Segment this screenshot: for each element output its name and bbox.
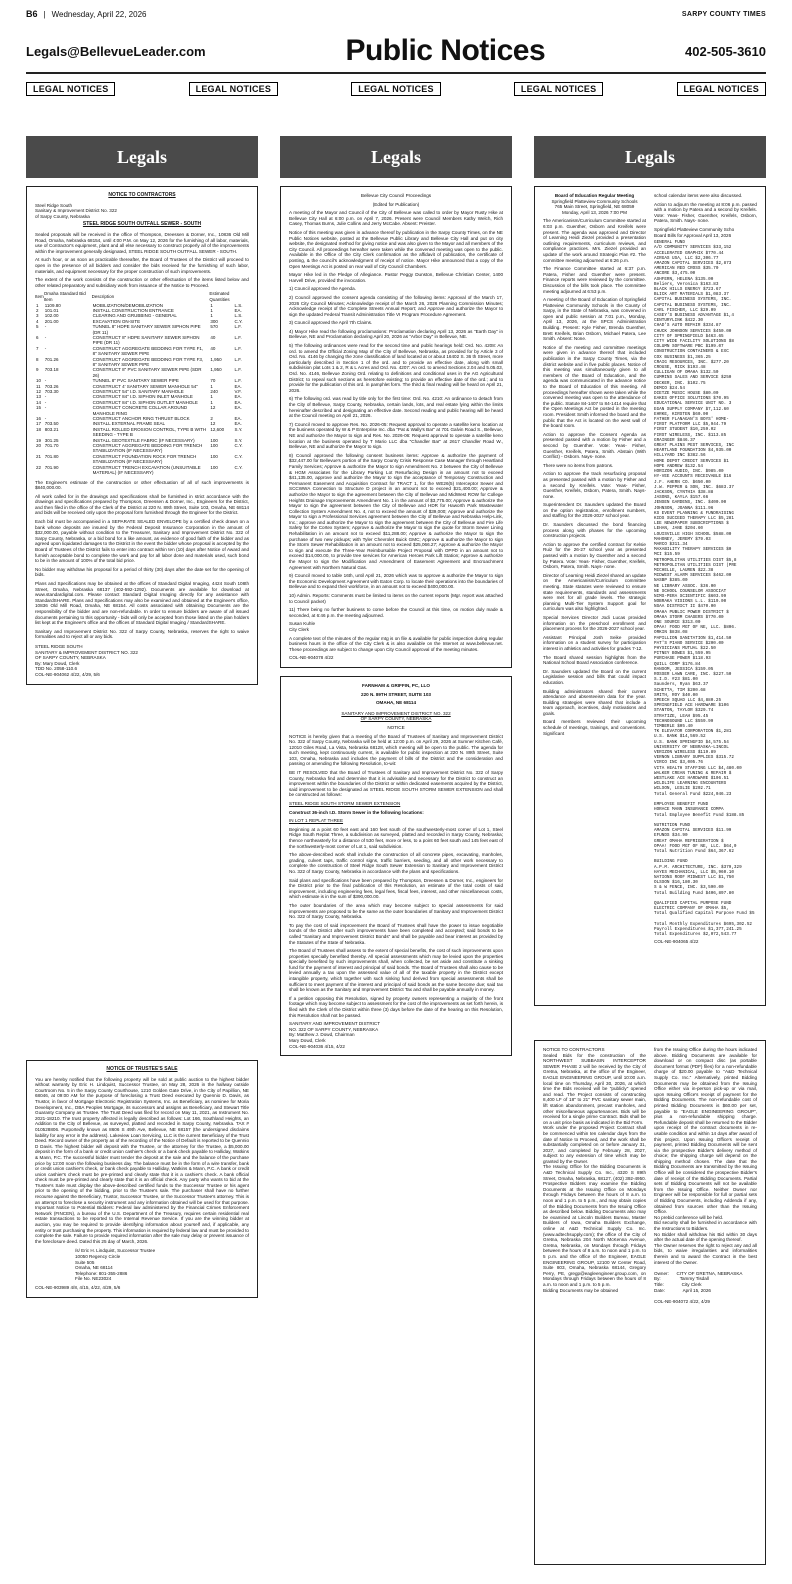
- council-item: 2) Council approved the consent agenda consisting of the following items: Approval of the March 17, 2026 City Council Minutes; Acknowledge receipt of the March 26, 2026 Planning Commission Minutes; Acknowledge receipt of the Complete Streets Annual Report; and Approve and authorize the Mayor to sign the updated Federal Transit Administration Title VI Program Procedure Agreement.: [289, 294, 503, 317]
- paragraph: Action to approve the Consent Agenda as presented passed with a motion by Fisher and a second by Guenther. Vote: Yeas- Fisher, Guenther, Kreifels, Patera, Smith. Abstain (With Conflict) - Osborn. Nays- none.: [543, 431, 646, 460]
- paragraph: Plans and Specifications may be obtained at the offices of Standard Digital Imaging, 4424 South 108th Street, Omaha, Nebraska 68137 (402-592-1292). Documents are available for download at www.standardigital.com. Please contact Standard Digital Imaging directly for any assistance with StandardSHARE. Plans and Specifications may also be examined and obtained at the Engineer's office, 10836 Old Mill Road, Omaha, NE 68154. All costs associated with obtaining Documents are the responsibility of the bidder and are non-refundable. In order to ensure bidders are aware of all issued documents pertaining to this opportunity - bids will only be accepted from those listed on the plan holders list kept at the Engineer's office and the offices of Standard Digital Imaging / StandardSHARE.: [35, 581, 249, 626]
- table-cell: 70: [210, 378, 216, 384]
- table-cell: -: [44, 394, 47, 400]
- table-cell: EA.: [234, 405, 242, 411]
- table-cell: 9: [36, 367, 39, 373]
- council-item: 1) Council approved the Agenda.: [289, 286, 356, 292]
- paragraph: Dr. Saunders updated the Board on the current Legislative session and bills that could impact education.: [543, 668, 646, 685]
- table-cell: S.Y.: [234, 426, 243, 432]
- paragraph: At such hour, or as soon as practicable thereafter, the Board of Trustees of the District will proceed to open in the presence of all bidders and consider the bids received for the furnishing of such labor, materials, and equipment necessary for the proper construction of such improvements.: [35, 257, 249, 274]
- table-row: [35, 324, 249, 335]
- table-cell: CONSTRUCT 84" I.D. SIPHON INLET MANHOLE: [92, 394, 193, 400]
- table-cell: C.Y.: [234, 443, 243, 449]
- table-cell: -: [44, 378, 47, 384]
- table-cell: 1109.80: [44, 302, 61, 308]
- claims-header: Springfield Platteview Community Scho: [654, 226, 735, 232]
- table-cell: CONSTRUCT ANCHOR RING THRUST BLOCK: [92, 416, 190, 422]
- table-row: [35, 335, 249, 346]
- table-cell: 21: [36, 453, 42, 459]
- table-cell: 22: [36, 464, 42, 470]
- legals-header: Legals: [26, 136, 258, 178]
- council-item: 4) Mayor Hike read the following proclamations: Proclamation declaring April 13, 2026 as "Earth Day" in Bellevue, NE and Proclamation declaring April 20, 2026 as "Arbor Day" in Bellevue, NE.: [289, 328, 503, 340]
- paragraph: Dr. Saunders discussed the bond financing process along with phases for the upcoming construction projects.: [543, 522, 646, 539]
- signature-line: Suite 505: [75, 1259, 95, 1265]
- table-cell: 16: [36, 416, 42, 422]
- paragraph: STEEL RIDGE SOUTH STORM SEWER EXTENSION: [289, 801, 401, 807]
- board-bills: [654, 193, 757, 945]
- paragraph: The Americanism/Curriculum Committee started at 6:03 p.m. Guenther, Osborn and Kreifels were present. The agenda was approved and Director of Learning Heidi Ziezel provided a presentation outlining requirements, curriculum reviews, and compliance practices. Mrs. Ziezel provided an update of the work around Strategic Plan #2. The committee meeting adjourned at 6:26 p.m.: [543, 218, 646, 263]
- banner-label: LEGAL NOTICES: [677, 82, 766, 96]
- table-cell: CONSTRUCT 8" HDPE SANITARY SEWER SIPHON PIPE (DR 11): [92, 334, 200, 346]
- table-cell: L.F.: [234, 356, 242, 362]
- paragraph: A meeting of the Board of Education of Springfield Platteview Community Schools in the County of Sarpy, in the State of Nebraska, was convened in open and public session at 7:01 p.m., Monday, April 13, 2026, at the SPCS Administration Building. Present: Kyle Fisher, Brenda Guenther, Brett Kreifels, Brian Osborn, Michael Patera, Lee Smith. Absent: None.: [543, 297, 646, 342]
- table-cell: EA.: [234, 399, 242, 405]
- notice-title: Bellevue City Council Proceedings: [360, 193, 432, 198]
- paragraph: The Finance Committee started at 6:37 p.m. Patera, Fisher and Guenther were present. Finance reports were reviewed by the committee. Discussion of the bills took place. The committee meeting adjourned at 6:53 p.m.: [543, 266, 646, 294]
- table-cell: 14: [36, 399, 42, 405]
- council-item: 8) Council approved the following consent business items: Approve & authorize the payment of $32,447.00 for Bellevue's portion of the Sarpy County Crisis Response Case Manager through Heartland Family Services; Approve & authorize the Mayor to sign Amendment No. 2 between the City of Bellevue & HGM Associates for the Library Parking Lot Resurfacing Design in an amount not to exceed $41,135.00, approve and authorize the Mayor to sign the acceptance of Temporary Construction and Permanent Easement and Acquisition Contract for TRACT 1, for the WE26(5) Interceptor Sewer and SCCWWA Connection to Structure D project in an amount not to exceed $21,400.00; Approve & authorize the Mayor to sign the agreement between the City of Bellevue and MidWest ROW for College Heights Drainage Improvements Amendment No. 1 in the amount of $3,775.00; Approve & authorize the Mayor to sign the agreement between the City of Bellevue and HDR for Haworth Park Wastewater Collection System Amendment No. 4, not to exceed the amount of $39,000; Approve and authorize the Mayor to sign a Professional Services agreement between the City of Bellevue and Nebraska Help-Link, Inc.; approve and authorize the Mayor to sign the agreement between the City of Bellevue and Fire Life Safety for the Cortex System; Approve & authorize the Mayor to sign the quote for Storm Sewer Lining Rehabilitation in an amount not to exceed $11,288.00; Approve & authorize the Mayor to sign the purchase of two new pickups; with Tyler Chevrolet Buick GMC; Approve & authorize the Mayor to sign the Storm Sewer Rehabilitation in an amount not to exceed $25,066.27; Approve & authorize the Mayor to sign and execute the Three-Year Reimbursable Project Proposal with OPPD in an amount not to exceed $14,000.00, to provide tree services for American Heroes Park Lift Station; Approve & authorize the Mayor to sign the Modification and Amendment of Easement Agreement and Encroachment Agreement with Northern Natural Gas.: [289, 452, 503, 570]
- notice-right-text: from the Issuing Office during the hours indicated above. Bidding Documents are available for download or on compact disc (as portable document format (PDF) files) for a non-refundable charge of $20.00 payable to "A&D Technical Supply Co. Inc." Alternatively, printed Bidding Documents may be obtained from the Issuing Office either via in-person pick-up or via mail, upon Issuing Office's receipt of payment for the Bidding Documents. The non-refundable cost of printed Bidding Documents is $60.00 per set, payable to "EAGLE ENGINEERING GROUP", plus a non-refundable shipping charge. Refundable deposit shall be returned to the Bidder upon receipt of the contract documents in re-usable condition and within 14 days after award of this project. Upon Issuing Office's receipt of payment, printed Bidding Documents will be sent via the prospective Bidder's delivery method of choice; the shipping charge will depend on the shipping method chosen. The date that the Bidding Documents are transmitted by the Issuing Office will be considered the prospective Bidder's date of receipt of the Bidding Documents. Partial sets of Bidding Documents will not be available from the Issuing Office. Neither Owner nor Engineer will be responsible for full or partial sets of Bidding Documents, including Addenda if any, obtained from sources other than the Issuing Office. No prebid conference will be held. Bid security shall be furnished in accordance with the Instructions to Bidders. No Bidder shall withdraw his Bid within 30 days after the actual date of the opening thereof. The Owner reserves the right to reject any and all bids, to waive irregularities and informalities therein and to award the Contract in the best interest of the Owner. Owner: CITY OF GRETNA, NEBRASKA By: Tammy Tisdall Title: City Clerk Date: April 15, 2026 COL-NE-904072 4/22, 4/29: [654, 1047, 757, 1304]
- table-cell: EA.: [234, 421, 242, 427]
- table-cell: -: [44, 345, 47, 351]
- table-cell: 8: [36, 356, 39, 362]
- paragraph: Mayor Hike led in the Pledge of Allegiance. Pastor Peggy Dunston, Bellevue Christian Center, 1400 Harvell Drive, provided the invocation.: [289, 272, 503, 283]
- table-cell: 40: [210, 345, 216, 351]
- signature-block: [75, 1248, 249, 1282]
- table-row: [35, 405, 249, 416]
- issue-date: Wednesday, April 22, 2026: [51, 9, 147, 19]
- banner-label: LEGAL NOTICES: [514, 82, 603, 96]
- paragraph: A complete text of the minutes of the regular mtg is on file & available for public inspection during regular business hours in the office of the City Clerk & is also available on the Internet at www.bellevue.net. These proceedings are subject to change upon City Council approval of the meeting minutes.: [289, 635, 503, 652]
- table-cell: L.F.: [234, 324, 242, 330]
- page-header: B6 | Wednesday, April 22, 2026 SARPY COUNTY TIMES: [26, 9, 766, 19]
- banner-label: LEGAL NOTICES: [351, 82, 440, 96]
- notice-line: Sanitary & Improvement District No. 322: [35, 208, 117, 214]
- table-cell: 701.80: [44, 453, 59, 459]
- table-cell: EXCAVATION ON-SITE: [92, 318, 141, 324]
- city-council-proceedings: [280, 186, 512, 668]
- table-cell: 18: [36, 426, 42, 432]
- table-cell: L.F.: [234, 345, 242, 351]
- notice-code: COL-NE-904062 4/22, 4/29, 5/6: [35, 671, 100, 677]
- paragraph: Board members reviewed their upcoming schedule of meetings, trainings, and conventions. Significant: [543, 719, 646, 736]
- table-cell: EA.: [234, 394, 242, 400]
- signature-block: [35, 644, 249, 678]
- notice-subtitle: (Edited for Publication): [372, 201, 420, 207]
- claims-list: GENERAL FUND A/D COMMUNITY SERVICES $33,152 ACCELERATED GRAPHIX $770.44 AIRGAS USA, LLC $2,306.77 AMAZON CAPITAL SERVICES $2,873 AMERICAN RED CROSS $35.70 ANCORE $3,475.00 ASHFERN, HELENA $135.00 Beliers, Veronica $163.83 BLACK HILLS ENERGY $723.67 BLICK ART MATERIALS $1,083.37 CAPITAL BUSINESS SYSTEMS, INC. CAPITAL BUSINESS SYSTEMS, INC. CARL FISCHER, LLC $29.09 CASEY'S BUSINESS ADVANTAGE $1,4 CENTURYLINK $422.30 CHAD'S AUTO REPAIR $334.87 CHUCK JOHNSON SERVICES $450.00 CITY OF SPRINGFIELD $463.65 CITY WIDE FACILITY SOLUTIONS $8 COLUMN SOFTWARE PBC $199.07 CONSTRUCTION CONTAINERS & EXC COX BUSINESS $1,365.25 CRAIG RESOURCES, INC. $277.20 CROUSE, RICK $193.48 CULLIGAN OF OMAHA $132.50 CUMMINS SALES AND SERVICE $250 DECKER, INC. $102.75 DEMCO $24.54 DIETZE MUSIC HOUSE $80.00 EAKES OFFICE SOLUTIONS $70.95 EDUCATIONAL SERVICE UNIT NO. 3 EGAN SUPPLY COMPANY $7,112.60 EHRKE, KIRSTEN $60.00 FATHER FLANAGAN'S BOYS' HOME- FIRST PLATFORM LLC $5,944.79 FIRST STUDENT $10,259.02 FIRST WIRELESS, INC. $113.85 GRAINGER $846.37 GREAT PLAINS PEST SERVICES, INC HEARTLAND FOUNDATION $4,935.00 HILLYARD INC $382.56 HOME DEPOT CREDIT SERVICES $1 HOPE ANDREW $132.54 HORIZON AUDIO, INC. $985.00 HY-VEE ACCOUNTS RECEIVABLE $16 J.F. AHERN CO. $650.00 J.W. PEPPER & SON, INC. $683.37 JACKSON, CYNTHIA $38.88 JASONS, KAYLA $157.66 JENSEN GARDENS, INC. $400.00 JOHNSON, JOANNA $111.96 KS EVENT PLANNING & FUNDRAISING KIDS SUCCEED THERAPY LLC $5,281 LEE NEWSPAPER SUBSCRIPTIONS $ LEHAN, JANE $204.60 LOUISVILLE HIGH SCHOOL $588.00 MAHONEY, JEREMY $79.03 MARCO $311.34 MAXABILITY THERAPY SERVICES $0 MCI $15.59 METROPOLITAN UTILITIES DIST $5,8 METROPOLITAN UTILITIES DIST (PRE MICHELLE, LAUREN $22.38 MIDWEST ALARM SERVICES $462.00 NASBP $385.00 NE LIBRARY ASSOC. $36.00 NE SCHOOL COUNSELOR ASSOCIAT NIMS-PERA SCIENTIFIC $603.99 NOBRAKA VISIONS L.L. $119.00 NSAA DISTRICT II $470.00 OMAHA PUBLIC POWER DISTRICT $ OMAHA STORM CHASERS $770.00 ONE SOURCE $313.00 OPAA! FOOD MGT OF NE, LLC. $806. ORKIN $838.08 PAPILLION SANITATION $1,414.50 PAT'S PIANO SERVICE $200.00 PHYSICIANS MUTUAL $22.50 PITNEY BOWES $1,559.95 PURCHASE POWER $118.93 QUILL CORP $176.84 RANSOM, JESSICA $159.05 ROSSER LAWN CARE, INC. $227.50 S.I.D. #23 $81.00 Saunders, Ryan $63.37 SCHETTA, TIM $200.68 SMITH, ROY $40.00 SPEECH SQUAD LLC $4,880.25 SPRINGFIELD ACE HARDWARE $106 STANTON, TAYLOR $329.74 STRATIZE, LEAH $95.45 TECHNOSOUND LLC $559.99 TIMBERLE $05.40 TK ELEVATOR CORPORATION $1,281 U.S. BANK $14,569.52 U.S. BANK SPRINGFID $4,575.54 UNIVERSITY OF NEBRASKA-LINCOL VERIZON WIRELESS $119.89 VERNON LIBRARY SUPPLIES $315.72 VIRCO INC $3,005.76 VITA HEALTH STAFFING LLC $4,480.00 WALKER CREAN TUNING & REPAIR $ WESTLAKE ACE HARDWARE $106.51 WILDLIFE LEARNING ENCOUNTERS WILSON, LESLIE $202.71 Total General Fund $224,046.23 EMPLOYEE BENEFIT FUND HORACE MANN INSURANCE COMPA Total Employee Benefit Fund $188.85 NUTRITION FUND AMAZON CAPITAL SERVICES $11.99 EFUNDS $34.90 GREAT OMAHA REFRIGERATION $ OPAA! FOOD MGT OF NE, LLC. $64,0 Total Nutrition Fund $64,367.62 BUILDING FUND A.P.M. ARCHITECTURE, INC. $379,329 HAYES MECHANICAL, LLC $5,960.10 NATIONS ROOF MIDWEST LLC $1,750 OLSSON $16,180.30 S & W FENCE, INC. $3,590.00 Total Building Fund $406,897.80 QUALIFIED CAPITAL PURPOSE FUND ELECTRIC COMPANY OF OMAHA $5, Total Qualified Capital Purpose Fund $5 Total Monthly Expenditures $695,302.52 Payroll Expenditures $1,377,241.25 Total Expenditures $2,072,543.77: [654, 240, 755, 938]
- paragraph: All work called for in the drawings and specifications shall be furnished in strict accordance with the drawings and specifications prepared by Thompson, Dreessen & Dorner, Inc., Engineers for the District, and then filed in the office of the Clerk of the District at 220 N. 89th Street, Suite 103, Omaha, NE 68114 and bids will be received only upon the proposal form furnished through the Engineer for the District.: [35, 493, 249, 516]
- table-cell: V.F.: [234, 389, 242, 394]
- council-item: 5) The following ordinances were read for the second time and public hearings held: Ord. No. 4208: An ord. to amend the Official Zoning Map of the City of Bellevue, Nebraska, as provided for by Article 3 of Ord. No. 4146 by changing the zone classification of land located at or about 16402 S. 36 th Street, more particularly described in Section 1 of the ord. and to provide an effective date, along with small subdivision plat Lots 1 & 2, R & L Acres and Ord. No. 4207: An ord. to amend Sections 2.04 and 5.05.03, Ord. No. 4146, Bellevue Zoning Ord. relating to definitions and conditional uses in the AG Agricultural District; to repeal such sections as heretofore existing; to provide an effective date of the ord.; and to provide for the publication of this ord. in pamphlet form. The third & final reading will be heard on April 21, 2026.: [289, 343, 503, 393]
- table-cell: CLEARING AND GRUBBING - GENERAL: [92, 313, 177, 319]
- table-cell: 4: [36, 318, 39, 324]
- paragraph: No bidder may withdraw his proposal for a period of thirty (30) days after the date set for the opening of bids.: [35, 566, 249, 578]
- table-cell: -: [44, 399, 47, 405]
- notice-title: NOTICE TO CONTRACTORS: [108, 192, 176, 198]
- table-cell: TUNNEL 8" PVC SANITARY SEWER PIPE: [92, 378, 179, 384]
- table-cell: C.Y.: [234, 464, 243, 470]
- bid-items-table: [35, 291, 249, 475]
- notice-line: Monday, April 13, 2026 7:00 PM: [561, 209, 628, 215]
- notice-code: COL-NE-904078 4/22: [289, 655, 334, 661]
- table-cell: 1: [210, 313, 213, 319]
- signature-line: File No. NE23024: [75, 1276, 112, 1282]
- table-cell: 100: [210, 437, 218, 443]
- table-cell: CONSTRUCT 8" PVC SANITARY SEWER PIPE (SDR 26): [92, 367, 202, 378]
- masthead: [26, 30, 766, 74]
- table-cell: -: [44, 416, 47, 422]
- table-cell: 40: [210, 334, 216, 340]
- table-cell: 703.26: [44, 383, 59, 389]
- table-cell: 11: [36, 383, 41, 389]
- paragraph: Action to adjourn the meeting at 8:06 p.m. passed with a motion by Patera and a second by Kreifels. Vote: Yeas- Fisher, Guenther, Kreifels, Osborn, Patera, Smith. Nays- none.: [654, 201, 757, 224]
- paragraph: Notice of the meeting and committee meetings were given in advance thereof that included publication in the Sarpy County Times, via the district website and in five public places. Notice of this meeting was simultaneously given to all members of the Board of Education, and the agenda was communicated in the advance notice to the Board of Education of this meeting. All proceedings hereafter shown were taken while the convened meeting was open to the attendance of the public. Statute 84-1407 to 84-1414 require that the Open Meetings Act be posted in the meeting room. President Smith informed the board and the public that the Act is located on the west wall of the board room.: [543, 344, 646, 429]
- table-cell: EA.: [234, 416, 242, 422]
- signature-line: SANITARY AND IMPROVEMENT DISTRICT: [289, 1021, 381, 1027]
- table-cell: 100: [210, 464, 218, 470]
- column-1-lower: [26, 1060, 258, 1570]
- table-row: [35, 346, 249, 357]
- paragraph: The outer boundaries of the area which may become subject to special assessments for said improvements are proposed to be the same as the outer boundaries of Sanitary and Improvement District No. 322 of Sarpy County, Nebraska.: [289, 902, 503, 920]
- signature-line: STEEL RIDGE SOUTH: [35, 643, 83, 649]
- firm-line: 220 N. 89TH STREET, SUITE 103: [361, 691, 431, 697]
- table-cell: CONSTRUCT FOUNDATION ROCK FOR TRENCH STABILIZATION (IF NECESSARY): [92, 453, 197, 465]
- paper-name: SARPY COUNTY TIMES: [681, 10, 766, 18]
- table-cell: 703.18: [44, 367, 59, 373]
- banner-label: LEGAL NOTICES: [189, 82, 278, 96]
- table-cell: 240: [210, 389, 218, 394]
- table-cell: CONSTRUCT 54" I.D. SANITARY MANHOLE: [92, 389, 184, 394]
- table-cell: -: [44, 405, 47, 411]
- paragraph: To pay the cost of said improvement the Board of Trustees shall have the power to issue negotiable bonds of the District after such improvements have been completed and accepted; said bonds to be called "Sanitary and Improvement District Bonds" and shall be payable and bear interest as provided by the Statutes of the State of Nebraska.: [289, 922, 503, 945]
- paragraph: school calendar items were also discussed.: [654, 193, 743, 198]
- table-cell: 301.25: [44, 437, 59, 443]
- table-cell: 1: [210, 394, 213, 400]
- section-title: Public Notices: [345, 34, 546, 67]
- paragraph: Construct 36-inch I.D. Storm Sewer in the following locations:: [289, 809, 424, 815]
- signature-line: By: Mary Dowd, Clerk: [35, 660, 80, 666]
- table-cell: L.F.: [234, 334, 242, 340]
- signature-line: By: Matthew J. Dowd, Chairman: [289, 1032, 355, 1038]
- column-3: [534, 136, 766, 1016]
- firm-line: OMAHA, NE 68114: [375, 700, 417, 706]
- paragraph: IN LOT 1 REPLAT THREE: [289, 818, 344, 824]
- board-of-education-notice: [534, 186, 766, 1006]
- table-cell: 101.01: [44, 307, 59, 313]
- paragraph: Director of Learning Heidi Ziezel shared an update on the Americanism/Curriculum committee meeting. State statutes were reviewed to ensure state requirements, standards and assessments were met for all grade levels. The strategic planning Multi-Tier System Support goal for curriculum was also highlighted.: [543, 572, 646, 612]
- table-cell: 1: [210, 302, 213, 308]
- table-cell: TUNNEL 8" HDPE SANITARY SEWER SIPHON PIPE (DR 11): [92, 324, 201, 335]
- table-cell: S.Y.: [234, 437, 243, 443]
- table-cell: CONSTRUCT 4' SANITARY SEWER MANHOLE 54": [92, 383, 198, 389]
- legals-header: Legals: [534, 136, 766, 178]
- table-cell: 13: [36, 394, 42, 400]
- table-cell: 19: [36, 437, 42, 443]
- table-cell: 100: [210, 453, 218, 459]
- trustees-sale-notice: [26, 1060, 258, 1298]
- banner-label: LEGAL NOTICES: [26, 82, 115, 96]
- paragraph: Each bid must be accompanied in a SEPARATE SEALED ENVELOPE by a certified check drawn on a bank whose deposits are insured by the Federal Deposit Insurance Corporation in the amount of $32,000.00, payable without condition to the Treasurer, Sanitary and Improvement District No. 322 of Sarpy County, Nebraska, or a bid bond for a like amount, as evidence of good faith of the bidder and as agreed upon liquidated damages to the District in the event the bidder whose proposal is accepted by the Board of Trustees of the District fails to enter into contract within ten (10) days after Notice of Award and furnish acceptable bond to complete the work and pay for all labor done and materials used, such bond to be in the amount of 100% of the total bid price.: [35, 519, 249, 564]
- paragraph: A meeting of the Mayor and Council of the City of Bellevue was called to order by Mayor Rusty Hike at Bellevue City Hall at 6:00 p.m. on April 7, 2026. Present were Council Members Kathy Welch, Rich Casey, Thomas Burns, Julie Collins and Jerry McCabe. Absent: Preister.: [289, 210, 503, 227]
- table-cell: 701.90: [44, 464, 59, 470]
- table-cell: -: [44, 334, 47, 340]
- table-cell: EA.: [234, 383, 242, 389]
- table-header: Description: [91, 294, 115, 300]
- signature-line: /s/ Eric H. Lindquist, Successor Trustee: [75, 1248, 156, 1254]
- council-item: 9) Council moved to table 16th, until April 21, 2026 which was to approve & authorize the Mayor to sign the Economic Development Agreement with Eaton Corp. to locate their operations into the boundaries of Bellevue and to expand their workforce, in an amount not to exceed $400,000.00.: [289, 573, 503, 590]
- council-item: 10) Admin. Reports: Comments must be limited to items on the current reports (Mgr. report was attached to Council packet): [289, 593, 503, 604]
- table-cell: 300: [210, 318, 218, 324]
- notice-subtitle: STEEL RIDGE SOUTH OUTFALL SEWER - SOUTH: [82, 221, 202, 228]
- paragraph: There were no items from patrons.: [543, 462, 614, 468]
- table-cell: 1: [210, 307, 213, 313]
- table-cell: 703.50: [44, 421, 59, 427]
- table-row: [35, 427, 249, 438]
- table-row: [35, 443, 249, 454]
- table-cell: 12,600: [210, 426, 225, 432]
- notice-line: Springfield Platteview Community Schools: [551, 198, 638, 204]
- table-cell: 12: [36, 389, 42, 394]
- table-cell: 17: [36, 421, 42, 427]
- firm-line: FARNHAM & GRIFFIN, PC, LLO: [362, 682, 430, 688]
- paragraph: Superintendent Dr. Saunders updated the Board on the option registration, enrollment numbers, and staffing for the 2026-2027 school year.: [543, 502, 646, 519]
- table-cell: L.S.: [234, 302, 243, 308]
- contact-phone: 402-505-3610: [685, 43, 766, 59]
- table-row: [35, 357, 249, 368]
- table-header: Item: [35, 294, 44, 300]
- legal-notices-banner: [26, 82, 766, 96]
- table-cell: 5: [36, 324, 39, 330]
- paragraph: You are hereby notified that the following property will be sold at public auction to the highest bidder without warranty by Eric H. Lindquist, Successor Trustee, on May 28, 2026 in the hallway outside Courtroom No. 5 in the Sarpy County Courthouse, 1210 Golden Gate Drive, in the City of Papillion, NE 68046, at 09:00 AM for the purpose of foreclosing a Trust Deed executed by Quennio D. Davis, as Trustor, in favor of Mortgage Electronic Registration Systems, Inc. as Beneficiary, as nominee for Moria Development, Inc., DBA Peoples Mortgage, its successors and assigns as Beneficiary, and Stewart Title Guaranty Company as Trustee. The Trust Deed was filed for record on May 11, 2021, as Instrument No. 2021-18210. The trust property affected is legally described as follows: Lot 166, Southland Heights, an Addition to the City of Bellevue, as surveyed, platted and recorded in Sarpy County, Nebraska. TAX # 010528806. Purportedly known as 8606 S 49th Ave, Bellevue, NE 68157 (the undersigned disclaims liability for any error in the address). Lakeview Loan Servicing, LLC is the current Beneficiary of the Trust Deed. Record owner of the property as of the recording of the Notice of Default is reported to be Quennio D Davis. The highest bidder will deposit with the Trustee, or the attorney for the Trustee, a $5,000.00 deposit in the form of a bank or credit union cashier's check or a bank check payable to Halliday, Watkins & Mann, P.C. The successful bidder must tender the deposit at the sale and the balance of the purchase price by 12:00 noon the following business day. The balance must be in the form of a wire transfer, bank or credit union cashier's check, or bank check payable to Halliday, Watkins & Mann, P.C. A bank or credit union cashier's check must be pre-printed and clearly state that it is a cashier's check. A bank official check must be pre-printed and clearly state that it is an official check. Any party who wants to bid at the Trustee's Sale must display the above-described certified funds to the Successor Trustee or his agent prior to the opening of the bidding, prior to the Trustee's sale. The purchaser shall have no further recourse against the Beneficiary, Trustor, Successor Trustee, or the Successor Trustee's attorney. This is an attempt to foreclose a security instrument and any information obtained will be used for that purpose. Important Notice to Potential Bidders: Federal law administered by the Financial Crimes Enforcement Network (FINCEN), a bureau of the U.S. Department of the Treasury, requires certain residential real estate transactions to be reported to the Internal Revenue Service. If you are the winning bidder at auction, you may be required to provide identifying information about yourself and, if applicable, any entity or trust purchasing the property. This information is required by federal law and must be provided to complete the sale. Failure to provide required information after the sale may delay or prevent issuance of the foreclosure deed. Dated this 25 day of March, 2026.: [35, 1076, 249, 1244]
- table-cell: 703.30: [44, 389, 59, 394]
- table-cell: INSTALL CONSTRUCTION ENTRANCE: [92, 307, 174, 313]
- table-cell: -: [44, 324, 47, 330]
- table-cell: 2: [36, 307, 39, 313]
- table-cell: C.Y.: [234, 453, 243, 459]
- notice-code: COL-NE-904036 4/15, 4/22: [289, 1043, 345, 1049]
- table-row: [35, 454, 249, 465]
- notice-line: 765 Main Street, Springfield, NE 68059: [554, 204, 635, 210]
- notice-to-contractors: [26, 186, 258, 685]
- table-cell: CONSTRUCT TRENCH EXCAVATION (UNSUITABLE MATERIAL) (IF NECESSARY): [92, 464, 201, 476]
- table-cell: 12: [210, 421, 216, 427]
- paragraph: If a petition opposing this Resolution, signed by property owners representing a majority of the front footage which may become subject to assessment for the cost of the improvements as set forth herein, is filed with the Clerk of the District within three (3) days before the date of the hearing on this Resolution, this Resolution shall not be passed.: [289, 995, 503, 1018]
- paragraph: Said plans and specifications have been prepared by Thompson, Dreessen & Dorner, Inc., engineers for the District prior to the final publication of this Resolution, an estimate of the total costs of said improvement, including engineering fees, legal fees, fiscal fees, interest, and other miscellaneous costs, which estimate is in the sum of $390,000.00.: [289, 877, 503, 900]
- signature-line: TDD No. 2058-110.6: [35, 666, 78, 672]
- sid-notice: [280, 676, 512, 1056]
- table-cell: 1: [36, 302, 39, 308]
- council-item: 6) The following ord. was read by title only for the first time: Ord. No. 4210: An ordinance to detach from the City of Bellevue, Sarpy County, Nebraska, certain lands, lots, and real estate lying within the limits hereinafter described and designating an effective date. Second reading and public hearing will be heard at the Council meeting on April 21, 2026.: [289, 396, 503, 419]
- table-cell: 1,950: [210, 367, 222, 373]
- table-cell: 701.70: [44, 443, 59, 449]
- column-3-lower: [534, 1040, 766, 1570]
- table-cell: 15: [36, 405, 42, 411]
- table-cell: L.S.: [234, 313, 243, 319]
- table-cell: CONSTRUCT AGGREGATE BEDDING FOR TYPE F1, 8" SANITARY SEWER PIPE: [92, 345, 204, 357]
- legals-header: Legals: [280, 136, 512, 178]
- paragraph: The extent of the work consists of the construction or other effectuation of the items listed below and other related preparatory and subsidiary work from issuance of the Notice to Proceed.: [35, 277, 249, 288]
- table-cell: L.F.: [234, 367, 242, 373]
- council-item: 11) There being no further business to come before the Council at this time, on motion duly made & seconded, at 6:46 p.m. the meeting adjourned.: [289, 607, 503, 618]
- paragraph: Action to approve the certified contract for Kelsie Ruiz for the 26-27 school year as presented passed with a motion by Guenther and a second by Patera. Vote: Yeas- Fisher, Guenther, Kreifels, Osborn, Patera, Smith. Nays- none.: [543, 541, 646, 570]
- table-cell: CONSTRUCT AGGREGATE BEDDING FOR TRENCH STABILIZATION (IF NECESSARY): [92, 443, 203, 454]
- notice-title: OF SARPY COUNTY, NEBRASKA: [360, 716, 432, 722]
- signature-line: City Clerk: [289, 626, 309, 632]
- table-cell: 1,950: [210, 356, 222, 362]
- signature-line: NO. 322 OF SARPY COUNTY, NEBRASKA: [289, 1026, 379, 1032]
- paragraph: Sealed proposals will be received in the office of Thompson, Dreessen & Dorner, Inc., 10836 Old Mill Road, Omaha, Nebraska 68154, until 4:00 P.M. on May 12, 2026 for the furnishing of all labor, materials, use of Contractor's equipment, plant and all else necessary to construct properly all of the improvements within the improvement generally designated, STEEL RIDGE SOUTH OUTFALL SEWER - SOUTH.: [35, 231, 249, 254]
- table-row: [35, 465, 249, 476]
- council-items: [289, 286, 503, 618]
- table-cell: 570: [210, 324, 218, 330]
- council-item: 3) Council approved the April 7th Claims.: [289, 320, 373, 326]
- paragraph: Special Services Director Jodi Lucas provided information on the preschool enrollment and placement process for the 2026-2027 school year.: [543, 614, 646, 632]
- table-cell: 803.21: [44, 426, 59, 432]
- board-minutes: [543, 193, 646, 945]
- table-cell: INSTALL ROLLED EROSION CONTROL, TYPE B WITH SEEDING - TYPE B: [92, 426, 207, 438]
- table-cell: 2: [210, 416, 213, 422]
- table-cell: C.Y.: [234, 318, 243, 324]
- column-1: [26, 136, 258, 896]
- notice-code: COL-NE-903989 4/8, 4/15, 4/22, 4/29, 5/6: [35, 1284, 121, 1290]
- notice-line: of Sarpy County, Nebraska: [35, 213, 90, 219]
- table-row: [35, 367, 249, 378]
- paragraph: BE IT RESOLVED that the Board of Trustees of Sanitary and Improvement District No. 322 of Sarpy County, Nebraska find and determine that it is advisable and necessary for the District to construct an improvement within the boundaries of the District or within dedicated easements acquired by the District, said improvement to be designated as STEEL RIDGE SOUTH STORM SEWER EXTENSION and shall be constructed as follows:: [289, 770, 503, 798]
- paragraph: The Board shared session highlights from the National School Board Association conference.: [543, 654, 646, 666]
- signature-line: SANITARY & IMPROVEMENT DISTRICT NO. 322: [35, 649, 138, 655]
- page-number: B6: [26, 9, 38, 19]
- table-cell: CONSTRUCT CONCRETE COLLAR AROUND MANHOLE RING: [92, 405, 188, 416]
- notice-left-text: NOTICE TO CONTRACTORS Sealed Bids for the construction of the NORTHWEST SUBBASIN INTERCEPTOR SEWER PHASE 2 will be received by the City of Gretna, Nebraska, at the office of the Engineer, EAGLE ENGINEERING GROUP, until 10:00 a.m. local time on Thursday, April 30, 2026, at which time the Bids received will be "publicly" opened and read. The Project consists of constructing 8,400 LF of 18" to 21" PVC sanitary sewer main, lift station abandonment, precast manholes, and other miscellaneous appurtenances. Bids will be received for a single prime Contract. Bids shall be on a unit price basis as indicated in the Bid Form. Work under the proposed Project Contract shall be commenced within ten calendar days from the date of Notice to Proceed, and the work shall be substantially completed on or before January 31, 2027, and completed by February 28, 2027, subject to any extension of time which may be granted by the Owner. The Issuing Office for the Bidding Documents is A&D Technical Supply Co. Inc., 4320 S 89th Street, Omaha, Nebraska, 68127, (402) 392-4950. Prospective Bidders may examine the Bidding Documents at the Issuing Office on Mondays through Fridays between the hours of 8 a.m. to noon and 1 p.m. to 5 p.m., and may obtain copies of the Bidding Documents from the Issuing Office as described below. Bidding Documents also may be examined at Lincoln Builders Bureau, Master Builders of Iowa, Omaha Builders Exchange, online at A&D Technical Supply Co. Inc. (www.adtechsupply.com); the office of the City of Gretna, Nebraska 204 North McKenna Avenue, Gretna, Nebraska, on Mondays through Fridays between the hours of 8 a.m. to noon and 1 p.m. to 5 p.m. and the office of the Engineer, EAGLE ENGINEERING GROUP, 12100 W Center Road, Suite 803, Omaha, Nebraska 68144, Gregory Perry, PE, gregp@eagleengineer.group.com, on Mondays through Fridays between the hours of 8 a.m. to noon and 1 p.m. to 5 p.m. Bidding Documents may be obtained: [543, 1047, 646, 1293]
- paragraph: The above-described work shall include the construction of all concrete pipes, excavating, manholes, grading, culvert taps, traffic control signs, traffic barriers, seeding, and all other work necessary to complete the construction of Steel Ridge South Sewer Extension to Sanitary and Improvement District No. 322 of Sarpy County, Nebraska in accordance with the plans and specifications.: [289, 852, 503, 874]
- table-cell: EA.: [234, 307, 242, 313]
- paragraph: Building administrators shared their current attendance and absenteeism data for the year. Building strategies were shared that include a team approach, incentives, daily motivations and goals.: [543, 688, 646, 716]
- notice-code: COL-NE-904065 4/22: [654, 939, 699, 945]
- table-header: Estimated Quantities: [209, 291, 230, 302]
- table-cell: 6: [36, 334, 39, 340]
- signature-line: OF SARPY COUNTY, NEBRASKA: [35, 655, 106, 661]
- gretna-contractors-notice: [534, 1040, 766, 1565]
- paragraph: Notice of this meeting was given in advance thereof by publication in the Sarpy County Times, on the NE Public Notices website, posted at the Bellevue Public Library and Bellevue City Hall and put on city website, the designated method for giving notice and was also given to the Mayor and all members of the City Council. All proceedings hereafter were taken while the convened meeting was open to the public. Available in the Office of the City Clerk confirmation as the affidavit of publication, the certificate of posting, & the council's acknowledgment of receipt of notice. Mayor Hike announced that a copy of the Open Meetings Act is posted on rear wall of City Council Chambers.: [289, 229, 503, 269]
- table-cell: INSTALL EXTERNAL FRAME SEAL: [92, 421, 166, 427]
- table-cell: 1: [210, 383, 213, 389]
- notice-title: NOTICE OF TRUSTEE'S SALE: [106, 1066, 178, 1072]
- table-cell: 102.00: [44, 313, 59, 319]
- signature-line: 10050 Regency Circle: [75, 1254, 121, 1259]
- table-cell: 1: [210, 399, 213, 405]
- signature-line: Omaha, NE 68114: [75, 1265, 113, 1271]
- signature-line: Susan Kuhle: [289, 621, 316, 627]
- table-cell: CONSTRUCT 84" I.D. SIPHON OUTLET MANHOLE: [92, 399, 198, 405]
- notice-title: Board of Education Regular Meeting: [554, 193, 635, 198]
- table-cell: 7: [36, 345, 39, 351]
- table-cell: 10: [36, 378, 42, 384]
- signature-line: Telephone: 801-355-2886: [75, 1270, 128, 1276]
- notice-line: Steel Ridge South: [35, 202, 73, 208]
- paragraph: Assistant Principal Josh Seike provided information on a student survey for participation interest in athletics and activities for grades 7-12.: [543, 634, 646, 651]
- claims-header: Board Bills for Approval April 13, 2026: [654, 232, 732, 238]
- notice-subtitle: NOTICE: [387, 724, 405, 730]
- table-cell: CONSTRUCT AGGREGATE BEDDING FOR TYPE F3, 8" SANITARY SEWER PIPE: [92, 356, 204, 367]
- table-cell: MOBILIZATION/DEMOBILIZATION: [92, 302, 164, 308]
- paragraph: The Engineer's estimate of the construction or other effectuation of all of such improvements is $840,000.00.: [35, 479, 249, 491]
- council-item: 7) Council moved to approve Res. No. 2026-05: Request approval to operate a satellite keno location at the business operated by W & P Enterprise Inc. dba "Pat & Wally's Bar" at 701 Galvin Road S., Bellevue, NE and authorize the Mayor to sign and Res. No. 2026-06: Request approval to operate a satellite keno location at the business operated by T Mario LLC dba "Chandler Bar" at 2617 Chandler Road W., Bellevue, NE and authorize the Mayor to sign.: [289, 421, 503, 450]
- table-cell: 201.00: [44, 318, 59, 324]
- paragraph: Action to approve the track resurfacing proposal as presented passed with a motion by Fisher and a second by Kreifels. Vote: Yeas- Fisher, Guenther, Kreifels, Osborn, Patera, Smith. Nays- none.: [543, 471, 646, 499]
- table-header: Omaha Standard Bid Item: [43, 291, 86, 302]
- table-cell: L.F.: [234, 378, 242, 384]
- table-cell: INSTALL GEOTEXTILE FABRIC (IF NECESSARY): [92, 437, 195, 443]
- table-cell: 701.26: [44, 356, 59, 362]
- contact-email[interactable]: Legals@BellevueLeader.com: [26, 43, 206, 59]
- table-cell: 12: [210, 405, 216, 411]
- paragraph: Beginning at a point 60 feet east and 160 feet south of the southwesterly-most corner of Lot 1, Steel Ridge South Replat Three, a subdivision as surveyed, platted and recorded in Sarpy County, Nebraska; thence northeasterly for a distance of 530 feet, more or less, to a point 60 feet south and 145 feet east of the northwesterly-most corner of Lot 1, said subdivision.: [289, 826, 503, 849]
- table-cell: 3: [36, 313, 39, 319]
- paragraph: The Board of Trustees shall assess to the extent of special benefits, the cost of such improvements upon properties specially benefited thereby. All special assessments which may be levied upon the properties specially benefited by such improvements shall, when collected, be set aside and constitute a sinking fund for the payment of interest and principal of said bonds. The Board of Trustees shall also cause to be levied annually a tax upon the assessed value of all of the taxable property in the District except intangible property, which together with such sinking fund derived from special assessments shall be sufficient to meet payment of the interest and principal of said bonds as the same become due; said tax shall be known as the Sanitary and Improvement District Tax and shall be payable annually in money.: [289, 948, 503, 993]
- column-2: [280, 136, 512, 1576]
- paragraph: Sanitary and Improvement District No. 322 of Sarpy County, Nebraska, reserves the right to waive formalities and to reject all or any bids.: [35, 628, 249, 640]
- paragraph: NOTICE is hereby given that a meeting of the Board of Trustees of Sanitary and Improvement District No. 322 of Sarpy County, Nebraska will be held at 12:00 p.m. on April 29, 2026 at Sumner Kitchen Café, 12010 Giles Road, La Vista, Nebraska 68128, which meeting will be open to the public. The agenda for such meeting, kept continuously current, is available for public inspection at 220 N. 89th Street, Suite 103, Omaha, Nebraska and includes the payment of bills of the District and the consideration and passing or amending the following Resolution, to-wit:: [289, 733, 503, 767]
- notice-title: SANITARY AND IMPROVEMENT DISTRICT NO. 322: [341, 710, 451, 716]
- table-cell: 100: [210, 443, 218, 449]
- signature-line: Mary Dowd, Clerk: [289, 1038, 326, 1043]
- table-cell: 20: [36, 443, 42, 449]
